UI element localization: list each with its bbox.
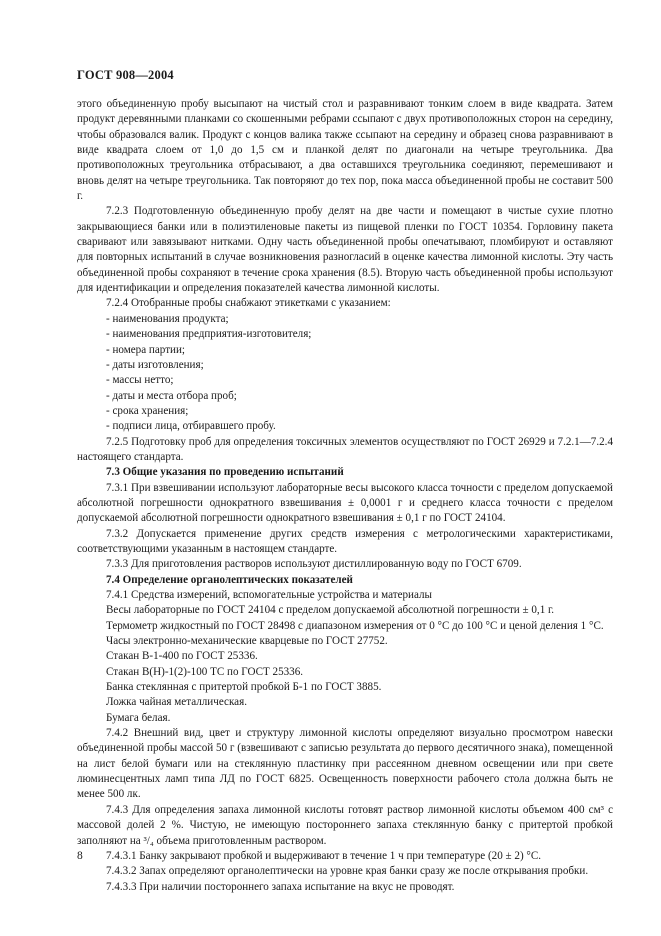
list-item: - срока хранения;	[106, 404, 189, 417]
list-item: - подписи лица, отбиравшего пробу.	[106, 420, 276, 433]
paragraph-7-4-3: 7.4.3 Для определения запаха лимонной кислоты готовят раствор лимонной кислоты объемом 400 см³ с массовой долей 2 %. Чистую, не имеющую постороннего запаха стеклянную банку с притертой пробкой заполняют на ³/₄ объема приготовленным раствором.	[77, 803, 613, 847]
equipment-beaker-400: Стакан В-1-400 по ГОСТ 25336.	[106, 650, 258, 663]
equipment-thermometer: Термометр жидкостный по ГОСТ 28498 с диапазоном измерения от 0 °С до 100 °С и ценой деления 1 °С.	[106, 619, 604, 632]
paragraph-7-2-4: 7.2.4 Отобранные пробы снабжают этикетками с указанием:	[106, 297, 391, 310]
paragraph-7-3-2: 7.3.2 Допускается применение других средств измерения с метрологическими характеристиками, соответствующими указанным в настоящем стандарте.	[77, 527, 613, 555]
equipment-jar: Банка стеклянная с притертой пробкой Б-1 по ГОСТ 3885.	[106, 681, 382, 694]
equipment-beaker-100: Стакан В(Н)-1(2)-100 ТС по ГОСТ 25336.	[106, 665, 304, 678]
list-item: - массы нетто;	[106, 374, 174, 387]
paragraph-continuation: этого объединенную пробу высыпают на чистый стол и разравнивают тонким слоем в виде квадрата. Затем продукт деревянными планками со скошенными ребрами ссыпают с двух противоположных сторон на середину, чтобы образовался валик. Продукт с концов валика также ссыпают на середину и образец снова разравнивают в виде квадрата слоем от 1,0 до 1,5 см и планкой делят по диагонали на четыре треугольника. Два противоположных треугольника отбрасывают, а два оставшихся треугольника соединяют, перемешивают и вновь делят на четыре треугольника. Так повторяют до тех пор, пока масса объединенной пробы не составит 500 г.	[77, 98, 613, 203]
paragraph-7-2-5: 7.2.5 Подготовку проб для определения токсичных элементов осуществляют по ГОСТ 26929 и 7.2.1—7.2.4 настоящего стандарта.	[77, 435, 613, 463]
paragraph-7-4-2: 7.4.2 Внешний вид, цвет и структуру лимонной кислоты определяют визуально просмотром навески объединенной пробы массой 50 г (взвешивают с записью результата до первого десятичного знака), помещенной на лист белой бумаги или на стеклянную пластинку при рассеянном дневном освещении или при свете люминесцентных ламп типа ЛД по ГОСТ 6825. Освещенность поверхности рабочего стола должна быть не менее 500 лк.	[77, 727, 613, 801]
equipment-clock: Часы электронно-механические кварцевые по ГОСТ 27752.	[106, 635, 388, 648]
paragraph-7-3-1: 7.3.1 При взвешивании используют лабораторные весы высокого класса точности с пределом допускаемой абсолютной погрешности однократного взвешивания ± 0,0001 г и среднего класса точности с пределом допускаемой абсолютной погрешности однократного взвешивания ± 0,1 г по ГОСТ 24104.	[77, 481, 613, 525]
list-item: - даты изготовления;	[106, 358, 204, 371]
list-item: - наименования предприятия-изготовителя;	[106, 328, 312, 341]
section-heading-7-4: 7.4 Определение органолептических показателей	[106, 573, 353, 586]
paragraph-7-4-3-3: 7.4.3.3 При наличии постороннего запаха испытание на вкус не проводят.	[106, 880, 455, 893]
document-body	[77, 97, 613, 895]
paragraph-7-4-1: 7.4.1 Средства измерений, вспомогательные устройства и материалы	[106, 589, 433, 601]
equipment-spoon: Ложка чайная металлическая.	[106, 696, 247, 709]
list-item: - даты и места отбора проб;	[106, 389, 237, 402]
equipment-scales: Весы лабораторные по ГОСТ 24104 с пределом допускаемой абсолютной погрешности ± 0,1 г.	[106, 604, 555, 617]
paragraph-7-4-3-2: 7.4.3.2 Запах определяют органолептически на уровне края банки сразу же после открывания пробки.	[106, 865, 589, 878]
page-number: 8	[77, 850, 83, 862]
section-heading-7-3: 7.3 Общие указания по проведению испытаний	[106, 466, 344, 479]
paragraph-7-4-3-1: 7.4.3.1 Банку закрывают пробкой и выдерживают в течение 1 ч при температуре (20 ± 2) °С.	[106, 849, 542, 862]
document-header: ГОСТ 908—2004	[77, 68, 174, 82]
equipment-paper: Бумага белая.	[106, 711, 171, 724]
list-item: - номера партии;	[106, 343, 185, 356]
paragraph-7-3-3: 7.3.3 Для приготовления растворов используют дистиллированную воду по ГОСТ 6709.	[106, 558, 522, 571]
paragraph-7-2-3: 7.2.3 Подготовленную объединенную пробу делят на две части и помещают в чистые сухие плотно закрывающиеся банки или в полиэтиленовые пакеты из пищевой пленки по ГОСТ 10354. Горловину пакета сваривают или завязывают нитками. Одну часть объединенной пробы опечатывают, пломбируют и оставляют для повторных испытаний в случае возникновения разногласий в оценке качества лимонной кислоты. Эту часть объединенной пробы сохраняют в течение срока хранения (8.5). Вторую часть объединенной пробы используют для идентификации и определения показателей качества лимонной кислоты.	[77, 205, 613, 295]
list-item: - наименования продукта;	[106, 312, 229, 325]
